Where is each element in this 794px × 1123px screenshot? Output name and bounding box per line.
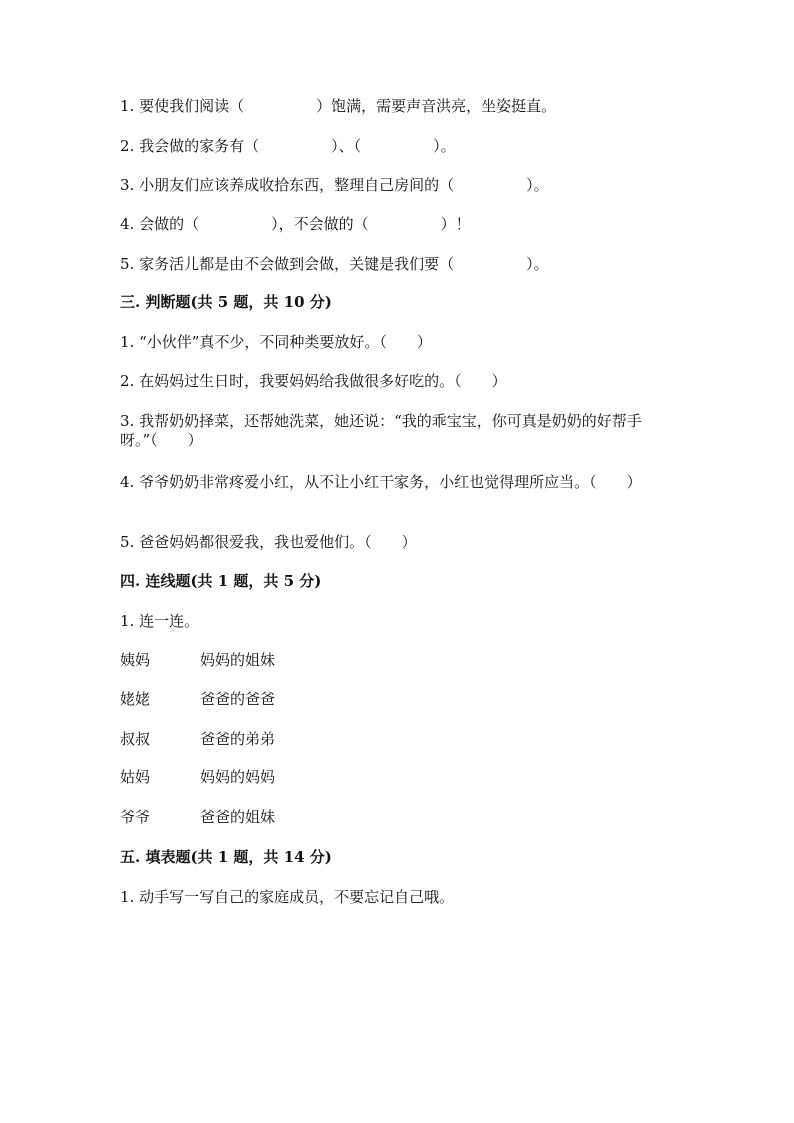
fill-item-1 bbox=[120, 97, 680, 116]
item-text: 家务活儿都是由不会做到会做，关键是我们要（ bbox=[139, 255, 455, 273]
item-text: 要使我们阅读（ bbox=[139, 97, 245, 115]
match-left-item[interactable]: 姑妈 bbox=[120, 768, 151, 786]
judge-section-heading: 三. 判断题(共 5 题，共 10 分) bbox=[120, 293, 332, 311]
item-number: 2. bbox=[120, 137, 135, 155]
item-number: 5. bbox=[120, 533, 135, 551]
match-right-item[interactable]: 爸爸的爸爸 bbox=[200, 690, 276, 708]
fill-item-4 bbox=[120, 215, 680, 234]
table-section-heading: 五. 填表题(共 1 题，共 14 分) bbox=[120, 848, 332, 866]
judge-item-3 bbox=[120, 412, 668, 450]
item-text: 小朋友们应该养成收拾东西，整理自己房间的（ bbox=[139, 176, 455, 194]
match-right-item[interactable]: 爸爸的姐妹 bbox=[200, 808, 276, 826]
item-number: 1. bbox=[120, 97, 135, 115]
item-text: 我会做的家务有（ bbox=[139, 137, 260, 155]
item-text: 在妈妈过生日时，我要妈妈给我做很多好吃的。（ ） bbox=[139, 372, 507, 390]
match-right-item[interactable]: 爸爸的弟弟 bbox=[200, 730, 276, 748]
item-text: 爸爸妈妈都很爱我，我也爱他们。（ ） bbox=[139, 533, 417, 551]
item-number: 2. bbox=[120, 372, 135, 390]
item-number: 3. bbox=[120, 176, 135, 194]
item-text: 我帮奶奶择菜，还帮她洗菜，她还说：“我的乖宝宝，你可真是奶奶的好帮手呀。”（ ） bbox=[120, 412, 642, 449]
fill-item-3 bbox=[120, 176, 680, 195]
item-number: 5. bbox=[120, 255, 135, 273]
item-text: ）、（ bbox=[331, 137, 362, 155]
match-section-heading: 四. 连线题(共 1 题，共 5 分) bbox=[120, 572, 322, 590]
item-text: “小伙伴”真不少，不同种类要放好。（ ） bbox=[139, 333, 432, 351]
table-prompt: 1. 动手写一写自己的家庭成员，不要忘记自己哦。 bbox=[120, 888, 455, 906]
judge-item-2 bbox=[120, 372, 680, 391]
match-left-item[interactable]: 爷爷 bbox=[120, 808, 151, 826]
fill-item-2 bbox=[120, 137, 680, 156]
match-prompt: 1. 连一连。 bbox=[120, 612, 200, 630]
fill-item-5 bbox=[120, 255, 680, 274]
item-text: 会做的（ bbox=[139, 215, 200, 233]
match-left-item[interactable]: 叔叔 bbox=[120, 730, 151, 748]
item-number: 3. bbox=[120, 412, 135, 430]
match-right-item[interactable]: 妈妈的妈妈 bbox=[200, 768, 276, 786]
match-right-item[interactable]: 妈妈的姐妹 bbox=[200, 651, 276, 669]
item-text: ）。 bbox=[433, 137, 456, 155]
item-text: ）。 bbox=[526, 255, 549, 273]
item-text: ），不会做的（ bbox=[271, 215, 369, 233]
judge-item-1 bbox=[120, 333, 680, 352]
match-left-item[interactable]: 姨妈 bbox=[120, 651, 151, 669]
item-text: 爷爷奶奶非常疼爱小红，从不让小红干家务，小红也觉得理所应当。（ ） bbox=[139, 473, 642, 491]
item-text: ）饱满，需要声音洪亮，坐姿挺直。 bbox=[316, 97, 557, 115]
item-number: 1. bbox=[120, 333, 135, 351]
item-text: ）。 bbox=[526, 176, 549, 194]
judge-item-5 bbox=[120, 533, 680, 552]
item-number: 4. bbox=[120, 215, 135, 233]
item-text: ）！ bbox=[440, 215, 471, 233]
match-left-item[interactable]: 姥姥 bbox=[120, 690, 151, 708]
judge-item-4 bbox=[120, 473, 668, 492]
item-number: 4. bbox=[120, 473, 135, 491]
